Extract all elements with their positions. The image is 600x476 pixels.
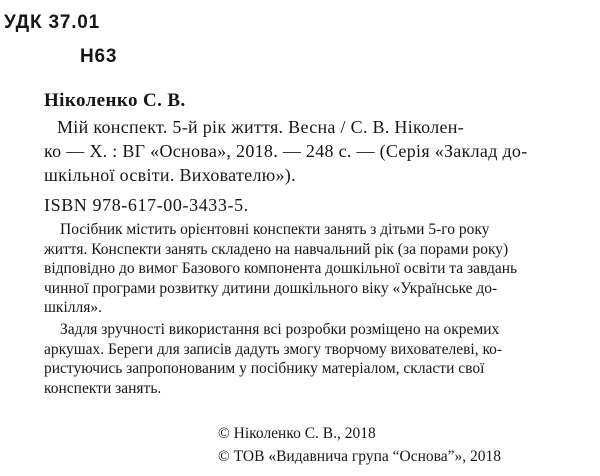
annotation-line: шкілля». bbox=[44, 299, 102, 317]
copyright-block bbox=[218, 422, 501, 468]
annotation-line: життя. Конспекти занять складено на навчальний рік (за порами року) bbox=[44, 240, 509, 258]
author-heading: Ніколенко С. В. bbox=[44, 90, 186, 111]
annotation-line: ристуючись запропонованим у посібнику матеріалом, скласти свої bbox=[44, 360, 485, 378]
annotation bbox=[44, 220, 594, 398]
annotation-line: Задля зручності використання всі розробки розміщено на окремих bbox=[60, 320, 500, 338]
bibliographic-line: шкільної освіти. Вихователю»). bbox=[44, 165, 296, 185]
bibliographic-line: Мій конспект. 5-й рік життя. Весна / С. В. Ніколен- bbox=[57, 117, 465, 137]
annotation-line: відповідно до вимог Базового компонента дошкільної освіти та завдань bbox=[44, 260, 518, 278]
udk-code: УДК 37.01 bbox=[4, 12, 101, 33]
copyright-publisher: © ТОВ «Видавнича група “Основа”», 2018 bbox=[218, 448, 502, 465]
library-author-index: Н63 bbox=[80, 46, 118, 67]
isbn: ISBN 978-617-00-3433-5. bbox=[44, 195, 249, 215]
bibliographic-line: ко — Х. : ВГ «Основа», 2018. — 248 с. — (Серія «Заклад до- bbox=[44, 141, 528, 161]
annotation-line: аркушах. Береги для записів дадуть змогу творчому вихователеві, ко- bbox=[44, 340, 503, 358]
copyright-author: © Ніколенко С. В., 2018 bbox=[218, 425, 376, 442]
bibliographic-record bbox=[44, 115, 594, 187]
annotation-line: чинної програми розвитку дитини дошкільного віку «Українське до- bbox=[44, 279, 498, 297]
annotation-line: Посібник містить орієнтовні конспекти занять з дітьми 5-го року bbox=[60, 221, 490, 238]
annotation-line: конспекти занять. bbox=[44, 379, 162, 397]
